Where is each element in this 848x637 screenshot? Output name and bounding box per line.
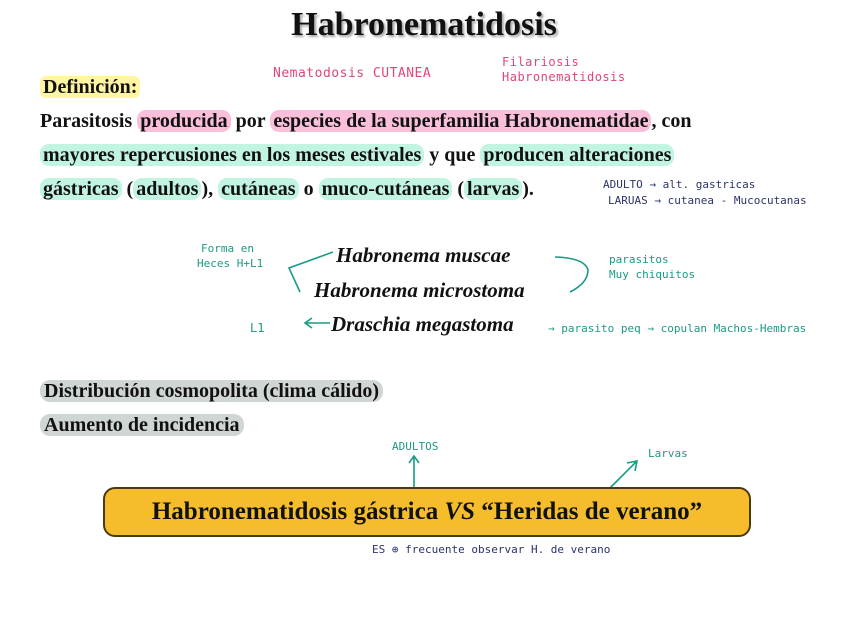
arrow-adultos [409, 456, 419, 487]
bracket-left [289, 252, 333, 292]
text: Parasitosis [40, 110, 138, 132]
comparison-box [103, 487, 751, 537]
species-microstoma: Habronema microstoma [314, 278, 525, 302]
note-larvas: LARUAS → cutanea - Mucocutanas [608, 194, 807, 207]
note-parasito-peq: → parasito peq → copulan Machos-Hembras [548, 322, 807, 335]
note-muy-chiquitos: Muy chiquitos [609, 268, 696, 281]
note-l1: L1 [250, 321, 265, 335]
distribution-line [40, 380, 383, 403]
note-forma-en: Forma en [201, 242, 254, 255]
note-filariosis: Filariosis [502, 55, 580, 69]
bracket-right [555, 257, 588, 292]
text: y que [424, 144, 481, 166]
highlight: producen alteraciones [480, 144, 674, 166]
highlight: adultos [133, 178, 201, 200]
page-title: Habronematidosis [291, 6, 557, 43]
note-nematodosis-cutanea: Nematodosis CUTANEA [273, 66, 432, 81]
highlight: muco-cutáneas [319, 178, 453, 200]
box-text-a: Habronematidosis gástrica [151, 498, 445, 525]
species-megastoma: Draschia megastoma [331, 312, 514, 336]
note-parasitos: parasitos [609, 253, 669, 266]
highlight: larvas [464, 178, 522, 200]
note-larvas-2: Larvas [648, 447, 688, 460]
arrow-l1 [305, 318, 330, 328]
incidence-text: Aumento de incidencia [40, 414, 244, 436]
text: o [298, 178, 319, 200]
text: ( [452, 178, 465, 200]
highlight: mayores repercusiones en los meses estivales [40, 144, 424, 166]
note-heces: Heces H+L1 [197, 257, 264, 270]
text: ), [201, 178, 219, 200]
text: por [230, 110, 271, 132]
box-text-b: “Heridas de verano” [475, 498, 703, 525]
note-habronematidosis: Habronematidosis [502, 70, 626, 84]
distribution-text: Distribución cosmopolita (clima cálido) [40, 380, 383, 402]
text: ). [522, 178, 534, 200]
highlight: producida [137, 110, 230, 132]
note-adulto: ADULTO → alt. gastricas [603, 178, 756, 191]
highlight: especies de la superfamilia Habronematidae [270, 110, 651, 132]
text: ( [121, 178, 134, 200]
box-text-vs: VS [444, 498, 476, 525]
text: , con [651, 110, 692, 132]
note-bottom: ES ⊕ frecuente observar H. de verano [372, 543, 611, 556]
species-muscae: Habronema muscae [336, 243, 511, 267]
highlight: cutáneas [218, 178, 298, 200]
highlight: gástricas [40, 178, 122, 200]
note-adultos: ADULTOS [392, 440, 439, 453]
incidence-line [40, 414, 244, 437]
definition-heading-text: Definición: [40, 76, 140, 98]
